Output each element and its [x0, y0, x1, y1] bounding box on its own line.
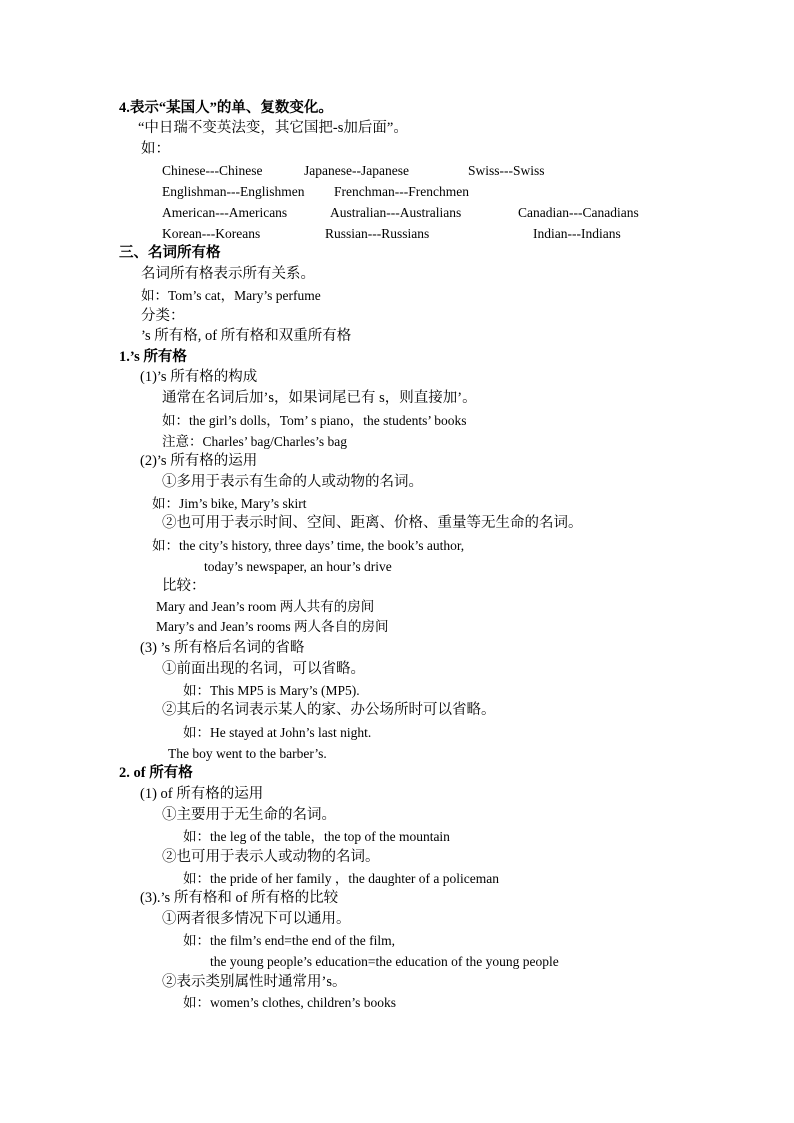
s1-1-desc: 通常在名词后加’s，如果词尾已有 s，则直接加’。: [162, 390, 477, 406]
classify-label: 分类：: [141, 308, 185, 324]
s1-2-title: (2)’s 所有格的运用: [140, 453, 258, 469]
s1-3-b: ②其后的名词表示某人的家、办公场所时可以省略。: [162, 702, 496, 718]
nationality-pair: Englishman---Englishmen: [162, 184, 305, 199]
s2-1-a: ①主要用于无生命的名词。: [162, 807, 336, 823]
s1-1-note: 注意：Charles’ bag/Charles’s bag: [162, 434, 347, 449]
nationality-pair: Indian---Indians: [533, 226, 621, 241]
s1-3-a-example: 如：This MP5 is Mary’s (MP5).: [183, 683, 360, 698]
nationality-pair: American---Americans: [162, 205, 288, 220]
s2-3-b: ②表示类别属性时通常用’s。: [162, 974, 347, 990]
s1-2-b-example-1: 如：the city’s history, three days’ time, the book’s author,: [152, 538, 465, 553]
section-3-title: 三、名词所有格: [119, 245, 221, 261]
nationality-pair: Chinese---Chinese: [162, 163, 263, 178]
rule-quote: “中日瑞不变英法变，其它国把-s加后面”。: [138, 120, 408, 136]
s1-2-a: ①多用于表示有生命的人或动物的名词。: [162, 474, 423, 490]
s1-3-title: (3) ’s 所有格后名词的省略: [140, 640, 305, 656]
s1-2-b-example-2: today’s newspaper, an hour’s drive: [204, 559, 392, 574]
s1-2-b: ②也可用于表示时间、空间、距离、价格、重量等无生命的名词。: [162, 515, 583, 531]
s2-3-a: ①两者很多情况下可以通用。: [162, 911, 351, 927]
s1-1-title: (1)’s 所有格的构成: [140, 369, 258, 385]
s1-3-a: ①前面出现的名词，可以省略。: [162, 661, 365, 677]
s1-3-b-example-2: The boy went to the barber’s.: [168, 746, 327, 761]
subsection-1-title: 1.’s 所有格: [119, 349, 187, 365]
s2-1-b: ②也可用于表示人或动物的名词。: [162, 849, 380, 865]
s1-3-b-example-1: 如：He stayed at John’s last night.: [183, 725, 372, 740]
compare-2: Mary’s and Jean’s rooms 两人各自的房间: [156, 619, 389, 634]
compare-1: Mary and Jean’s room 两人共有的房间: [156, 599, 375, 614]
nationality-pair: Russian---Russians: [325, 226, 430, 241]
s1-1-example: 如：the girl’s dolls，Tom’ s piano，the students’ books: [162, 413, 467, 428]
nationality-pair: Australian---Australians: [330, 205, 462, 220]
nationality-pair: Canadian---Canadians: [518, 205, 639, 220]
s2-3-title: (3).’s 所有格和 of 所有格的比较: [140, 890, 339, 906]
s2-1-b-example: 如：the pride of her family ，the daughter of a policeman: [183, 871, 500, 886]
s2-1-a-example: 如：the leg of the table，the top of the mountain: [183, 829, 450, 844]
classify-text: ’s 所有格, of 所有格和双重所有格: [141, 328, 352, 344]
subsection-2-title: 2. of 所有格: [119, 765, 193, 781]
s2-1-title: (1) of 所有格的运用: [140, 786, 264, 802]
intro-text: 名词所有格表示所有关系。: [141, 266, 315, 282]
nationality-pair: Swiss---Swiss: [468, 163, 545, 178]
example-label: 如：: [141, 141, 170, 157]
s2-3-a-example-2: the young people’s education=the education of the young people: [210, 954, 559, 969]
nationality-pair: Japanese--Japanese: [304, 163, 409, 178]
nationality-pair: Korean---Koreans: [162, 226, 261, 241]
compare-label: 比较：: [162, 578, 206, 594]
s2-3-b-example: 如：women’s clothes, children’s books: [183, 995, 396, 1010]
heading-4: 4.表示“某国人”的单、复数变化。: [119, 100, 333, 116]
intro-example: 如：Tom’s cat，Mary’s perfume: [141, 288, 321, 303]
s2-3-a-example-1: 如：the film’s end=the end of the film,: [183, 933, 395, 948]
nationality-pair: Frenchman---Frenchmen: [334, 184, 469, 199]
s1-2-a-example: 如：Jim’s bike, Mary’s skirt: [152, 496, 307, 511]
